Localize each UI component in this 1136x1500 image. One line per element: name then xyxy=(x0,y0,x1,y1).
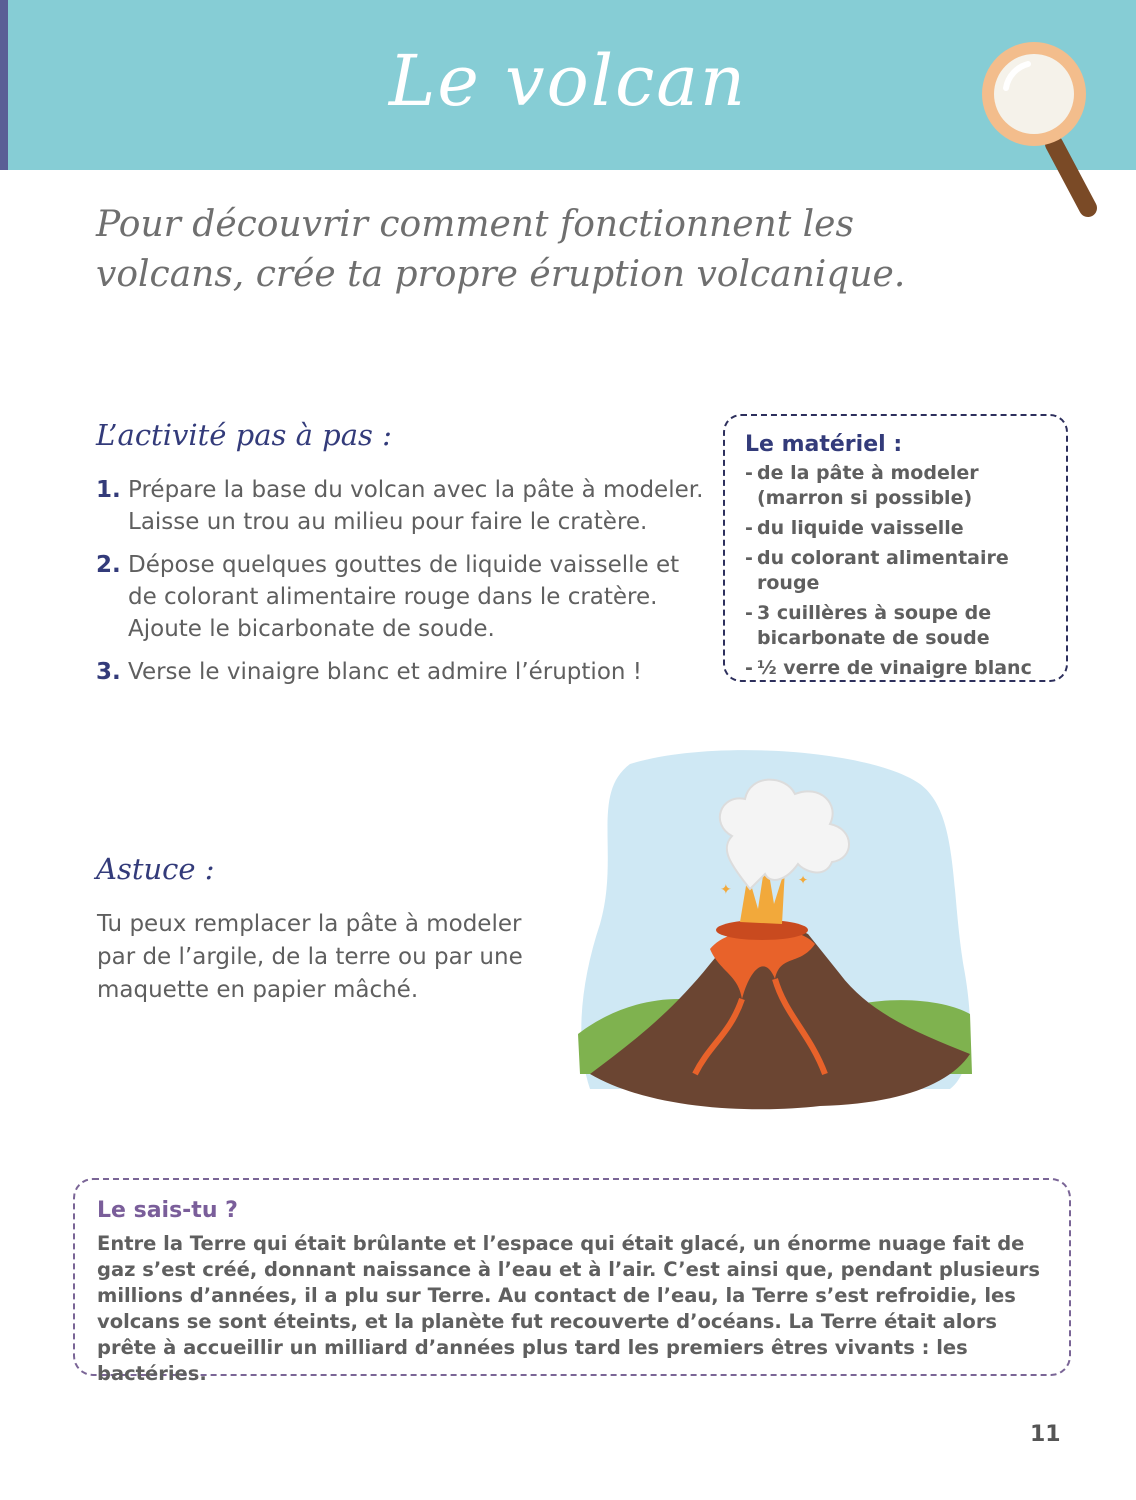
material-item-text: du colorant alimentaire rouge xyxy=(757,547,1009,594)
step-text: Prépare la base du volcan avec la pâte à modeler. Laisse un trou au milieu pour faire le cratère. xyxy=(128,477,704,535)
material-item: - ½ verre de vinaigre blanc xyxy=(745,657,1032,679)
steps-list xyxy=(96,474,706,699)
tip-text: Tu peux remplacer la pâte à modeler par de l’argile, de la terre ou par une maquette en papier mâché. xyxy=(97,911,523,1003)
step-item xyxy=(96,474,706,538)
magnifier-icon xyxy=(976,36,1106,226)
material-item: - de la pâte à modeler (marron si possible) xyxy=(745,461,1052,511)
material-title: Le matériel : xyxy=(745,432,903,457)
volcano-illustration xyxy=(570,744,980,1124)
material-item-text: de la pâte à modeler (marron si possible) xyxy=(757,462,979,509)
header-banner xyxy=(0,0,1136,170)
step-number: 1. xyxy=(96,477,121,503)
material-item-text: 3 cuillères à soupe de bicarbonate de soude xyxy=(757,602,992,649)
page-title: Le volcan xyxy=(388,40,748,122)
material-item: - du colorant alimentaire rouge xyxy=(745,546,1052,596)
svg-text:✦: ✦ xyxy=(720,882,732,898)
tip-title: Astuce : xyxy=(96,852,215,886)
material-list xyxy=(745,461,1052,681)
step-text: Verse le vinaigre blanc et admire l’éruption ! xyxy=(128,659,642,685)
svg-text:✦: ✦ xyxy=(798,873,809,887)
did-you-know-title: Le sais-tu ? xyxy=(97,1198,238,1223)
step-number: 2. xyxy=(96,552,121,578)
did-you-know-text: Entre la Terre qui était brûlante et l’espace qui était glacé, un énorme nuage fait de gaz s’est créé, donnant naissance à l’eau et à l’air. C’est ainsi que, pendant plusieurs millions d’années, il a plu sur Terre. Au contact de l’eau, la Terre s’est refroidie, les volcans se sont éteints, et la planète fut recouverte d’océans. La Terre était alors prête à accueillir un milliard d’années plus tard les premiers êtres vivants : les bactéries. xyxy=(97,1232,1040,1385)
step-number: 3. xyxy=(96,659,121,685)
material-item: - 3 cuillères à soupe de bicarbonate de soude xyxy=(745,601,1052,651)
page-number: 11 xyxy=(1030,1422,1061,1447)
material-item: - du liquide vaisselle xyxy=(745,517,964,539)
material-item-text: ½ verre de vinaigre blanc xyxy=(757,657,1032,679)
intro-text: Pour découvrir comment fonctionnent les volcans, crée ta propre éruption volcanique. xyxy=(96,204,906,295)
did-you-know-box xyxy=(73,1178,1071,1385)
step-item xyxy=(96,549,706,645)
material-item-text: du liquide vaisselle xyxy=(757,517,964,539)
step-item xyxy=(96,656,706,688)
material-box xyxy=(723,414,1068,682)
step-text: Dépose quelques gouttes de liquide vaisselle et de colorant alimentaire rouge dans le cratère. Ajoute le bicarbonate de soude. xyxy=(128,552,680,642)
activity-title: L’activité pas à pas : xyxy=(96,418,392,452)
